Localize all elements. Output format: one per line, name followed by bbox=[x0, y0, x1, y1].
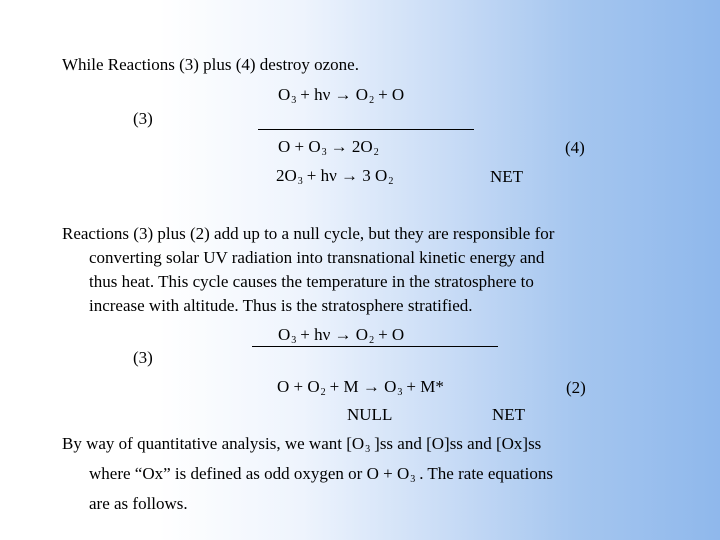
paragraph-line: are as follows. bbox=[89, 494, 188, 513]
net-reaction-equation: $2O_3 + h\nu \to 3$ $O_2$ bbox=[276, 166, 394, 187]
reaction-4-label: (4) bbox=[565, 138, 585, 157]
reaction-4-equation: $O + O_3 \to 2O_2$ bbox=[278, 137, 379, 158]
reaction-divider bbox=[258, 129, 474, 130]
paragraph-line: Reactions (3) plus (2) add up to a null cycle, but they are responsible for bbox=[62, 224, 555, 243]
paragraph-line: increase with altitude. Thus is the stratosphere stratified. bbox=[89, 296, 473, 315]
reaction-3-equation: $O_3 + h\nu \to O_2 + O$ bbox=[278, 85, 405, 106]
reaction-3-equation: $O_3 + h\nu \to O_2 + O$ bbox=[278, 325, 405, 346]
quantitative-analysis-paragraph bbox=[62, 432, 662, 516]
reaction-3-label: (3) bbox=[133, 109, 153, 128]
net-label: NET bbox=[492, 405, 526, 424]
paragraph-line: where “Ox” is defined as odd oxygen or $O + O_3$ . The rate equations bbox=[89, 464, 553, 485]
reaction-3-label: (3) bbox=[133, 348, 153, 367]
net-label: NET bbox=[490, 167, 524, 186]
paragraph-line: converting solar UV radiation into transnational kinetic energy and bbox=[89, 248, 545, 267]
reaction-2-equation: $O + O_2 + M \to O_3 + M*$ bbox=[277, 377, 444, 398]
null-label: NULL bbox=[347, 405, 393, 424]
reaction-2-label: (2) bbox=[566, 378, 586, 397]
paragraph-line: thus heat. This cycle causes the temperature in the stratosphere to bbox=[89, 272, 534, 291]
null-cycle-paragraph bbox=[62, 222, 662, 318]
intro-text: While Reactions (3) plus (4) destroy ozone. bbox=[62, 55, 359, 74]
reaction-divider bbox=[252, 346, 498, 347]
paragraph-line: By way of quantitative analysis, we want [$O_3$ ]ss and [O]ss and [Ox]ss bbox=[62, 434, 542, 455]
